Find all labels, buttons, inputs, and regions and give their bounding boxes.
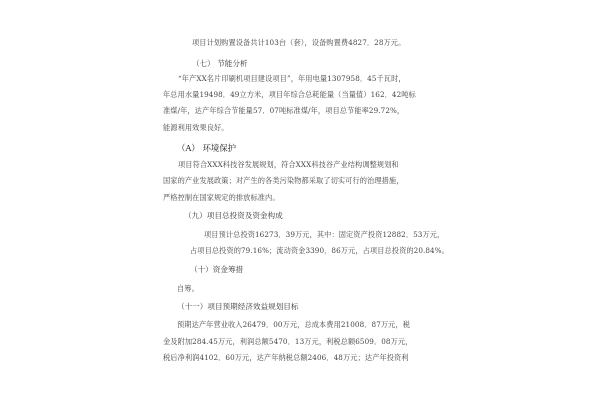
- section-heading-environment: （A） 环境保护: [177, 143, 236, 153]
- equipment-purchase-line: 项目计划购置设备共计103台（套），设备购置费4827．28万元。: [192, 38, 406, 47]
- funding-paragraph: 自筹。: [177, 284, 199, 293]
- energy-paragraph-line-4: 能源利用效果良好。: [163, 123, 229, 132]
- economic-paragraph-line-3: 税后净利润4102．60万元，达产年纳税总额2406．48万元；达产年投资利: [163, 353, 409, 362]
- environment-paragraph-line-1: 项目符合XXX科技谷发展规划，符合XXX科技谷产业结构调整规划和: [178, 160, 399, 169]
- environment-paragraph-line-3: 严格控制在国家规定的排放标准内。: [163, 193, 280, 202]
- section-heading-economic-targets: （十一）项目预期经济效益规划目标: [177, 302, 299, 311]
- energy-paragraph-line-3: 准煤/年，达产年综合节能量57．07吨标准煤/年，项目总节能率29.72%，: [163, 106, 405, 115]
- economic-paragraph-line-2: 金及附加284.45万元，利润总额5470．13万元，利税总额6509．08万元，: [163, 337, 413, 346]
- section-heading-funding: （十）资金筹措: [190, 265, 244, 274]
- investment-paragraph-line-2: 占项目总投资的79.16%；流动资金3390．86万元，占项目总投资的20.84%。: [190, 246, 449, 255]
- economic-paragraph-line-1: 预期达产年营业收入26479．00万元，总成本费用21008．87万元，税: [177, 320, 411, 329]
- investment-paragraph-line-1: 项目预计总投资16273．39万元，其中：固定资产投资12882．53万元，: [204, 230, 445, 239]
- environment-paragraph-line-2: 国家的产业发展政策；对产生的各类污染物都采取了切实可行的治理措施，: [163, 176, 404, 185]
- energy-paragraph-line-2: 年总用水量19498．49立方米，项目年综合总耗能量（当量值）162．42吨标: [163, 90, 416, 99]
- section-heading-investment: （九）项目总投资及资金构成: [184, 211, 283, 220]
- section-heading-energy-analysis: （七） 节能分析: [192, 59, 248, 68]
- energy-paragraph-line-1: “年产XX名片印刷机项目建设项目”，年用电量1307958．45千瓦时，: [178, 74, 406, 83]
